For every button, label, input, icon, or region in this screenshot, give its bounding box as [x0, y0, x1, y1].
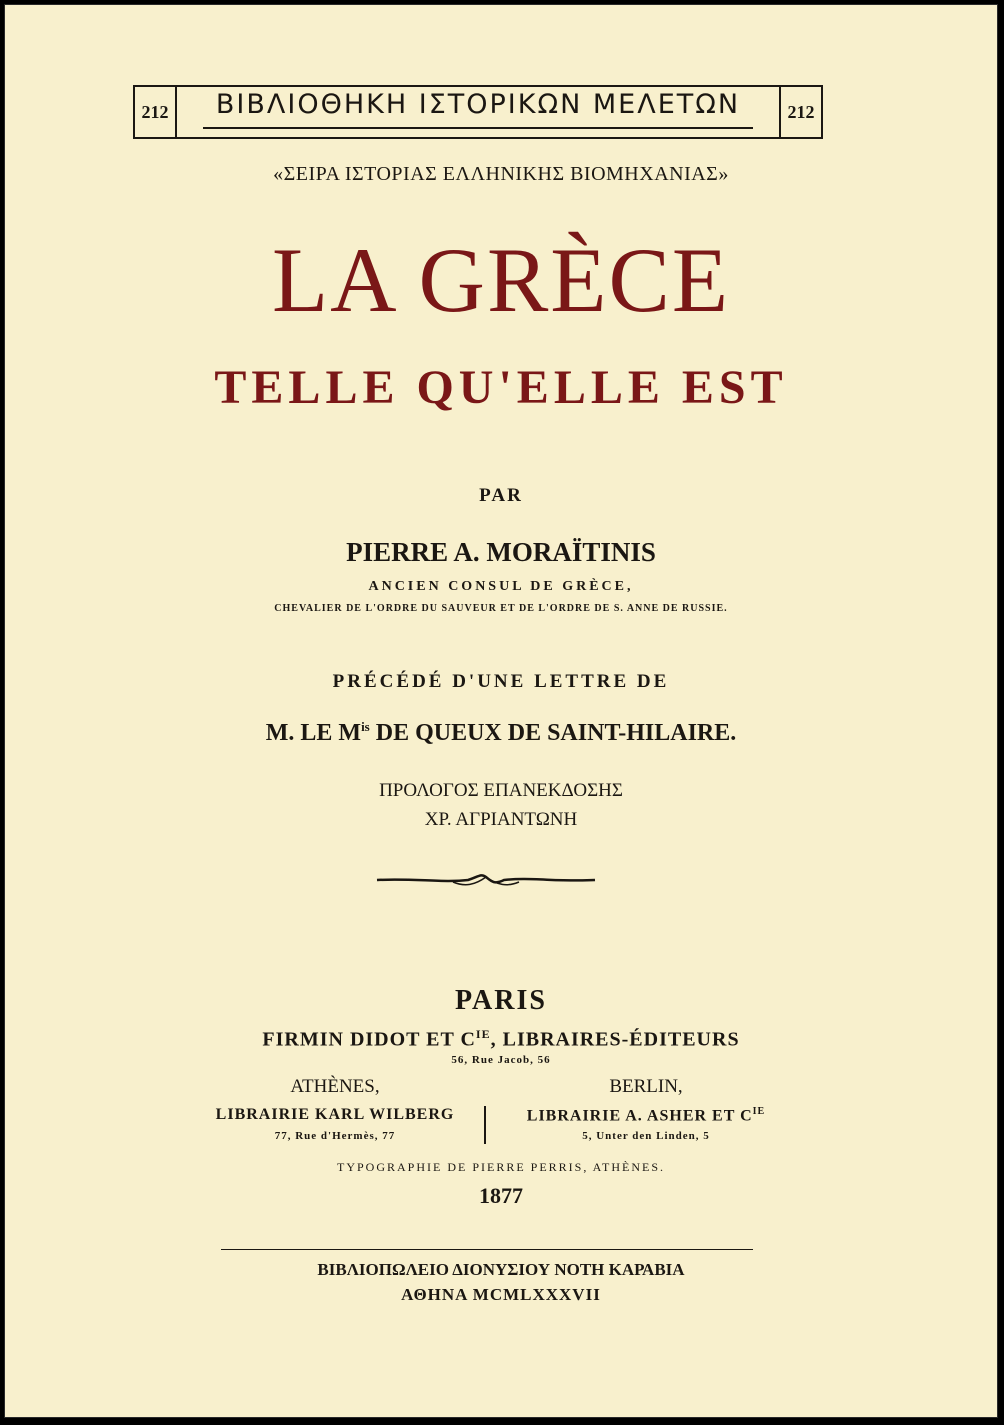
preface-author-part1: M. LE M [265, 720, 362, 746]
athens-address: 77, Rue d'Hermès, 77 [274, 1130, 396, 1142]
berlin-library-sup: IE [752, 1106, 766, 1117]
series-number-left [133, 85, 177, 139]
series-title-underline [203, 127, 753, 129]
publisher-part1: FIRMIN DIDOT ET C [262, 1028, 476, 1051]
header-bottom-rule [133, 137, 823, 139]
footer-publisher: ΒΙΒΛΙΟΠΩΛΕΙΟ ΔΙΟΝΥΣΙΟΥ ΝΟΤΗ ΚΑΡΑΒΙΑ [317, 1260, 685, 1279]
main-title: LA GRÈCE [271, 229, 731, 331]
series-title: ΒΙΒΛΙΟΘΗΚΗ ΙΣΤΟΡΙΚΩΝ ΜΕΛΕΤΩΝ [215, 89, 741, 120]
author-role: ANCIEN CONSUL DE GRÈCE, [368, 579, 634, 594]
author-name: PIERRE A. MORAÏTINIS [346, 537, 656, 567]
berlin-library-part1: LIBRAIRIE A. ASHER ET C [526, 1107, 753, 1125]
printer: TYPOGRAPHIE DE PIERRE PERRIS, ATHÈNES. [336, 1160, 666, 1174]
subseries: «ΣΕΙΡΑ ΙΣΤΟΡΙΑΣ ΕΛΛΗΝΙΚΗΣ ΒΙΟΜΗΧΑΝΙΑΣ» [273, 163, 729, 185]
preface-author-part2: DE QUEUX DE SAINT-HILAIRE. [369, 720, 737, 746]
reissue-label: ΠΡΟΛΟΓΟΣ ΕΠΑΝΕΚΔΟΣΗΣ [379, 780, 623, 801]
athens-library: LIBRAIRIE KARL WILBERG [215, 1106, 455, 1123]
publisher-sup: IE [475, 1027, 491, 1041]
berlin-city: BERLIN, [609, 1076, 683, 1097]
preface-author [5, 719, 997, 747]
preface-author-sup: is [361, 719, 370, 734]
footer-place-year: ΑΘΗΝΑ MCMLXXXVII [401, 1285, 601, 1304]
reissue-name: ΧΡ. ΑΓΡΙΑΝΤΩΝΗ [424, 809, 578, 830]
subtitle: TELLE QU'ELLE EST [214, 361, 788, 414]
footer-rule [221, 1249, 753, 1250]
preface-intro: PRÉCÉDÉ D'UNE LETTRE DE [332, 671, 670, 692]
publisher [5, 1027, 997, 1052]
par-label: PAR [479, 485, 523, 506]
publisher-part2: , LIBRAIRES-ÉDITEURS [490, 1028, 740, 1051]
series-number-left-text: 212 [141, 101, 169, 122]
series-number-right [779, 85, 823, 139]
imprint-city: PARIS [455, 985, 547, 1016]
berlin-library [501, 1106, 791, 1125]
publication-year: 1877 [479, 1183, 523, 1208]
column-divider [484, 1106, 486, 1144]
athens-city: ATHÈNES, [290, 1076, 380, 1097]
berlin-address: 5, Unter den Linden, 5 [582, 1130, 710, 1142]
header-top-rule [133, 85, 823, 87]
ornament-flourish [373, 865, 599, 895]
publisher-address: 56, Rue Jacob, 56 [451, 1054, 551, 1066]
title-page [4, 4, 998, 1418]
series-number-right-text: 212 [787, 101, 815, 122]
author-honours: CHEVALIER DE L'ORDRE DU SAUVEUR ET DE L'ORDRE DE S. ANNE DE RUSSIE. [274, 603, 728, 614]
